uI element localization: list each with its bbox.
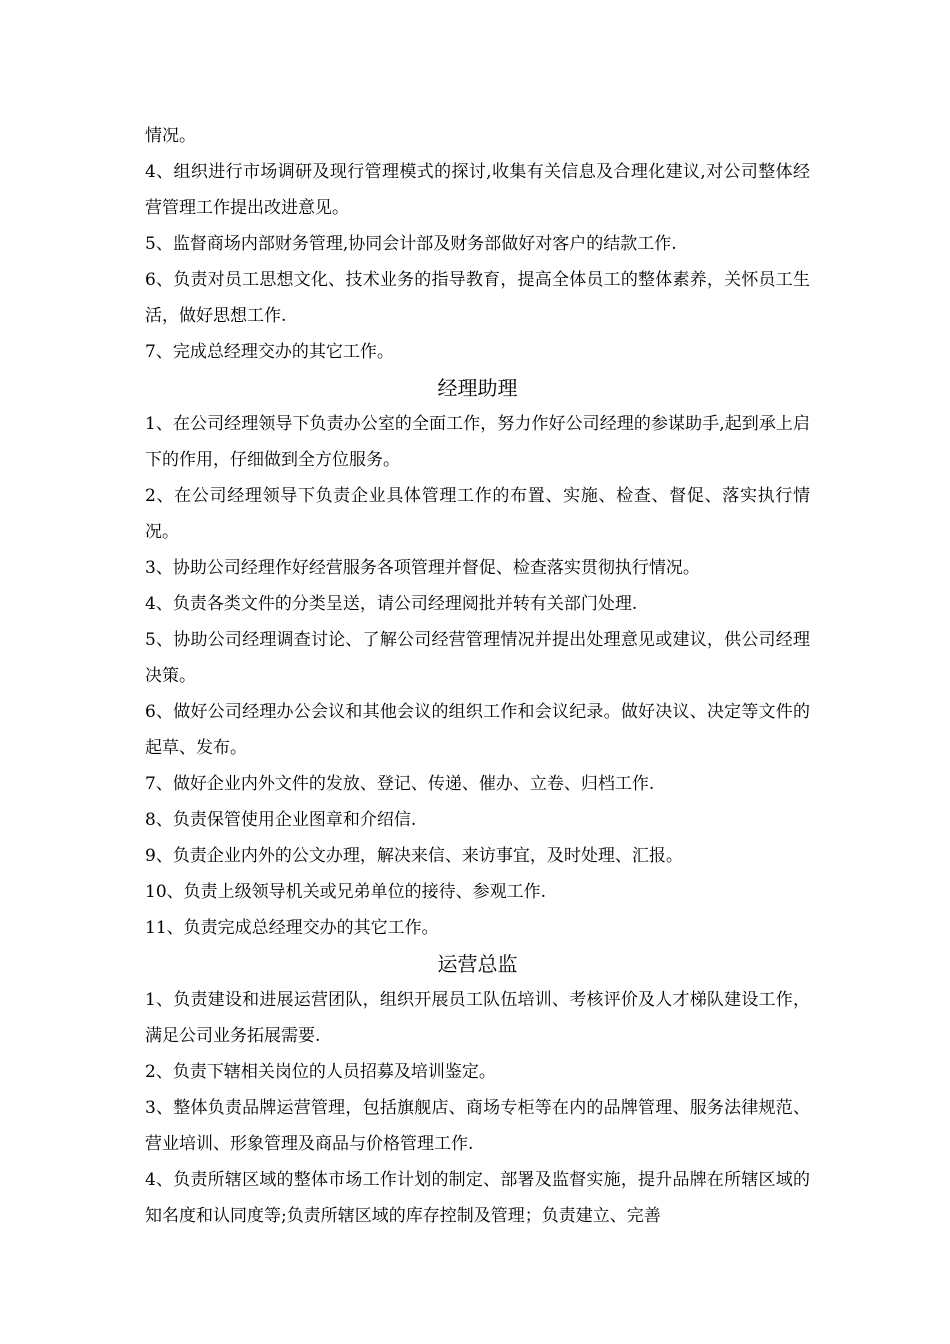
paragraph: 4、组织进行市场调研及现行管理模式的探讨,收集有关信息及合理化建议,对公司整体经营管理工作提出改进意见。 xyxy=(145,162,810,218)
paragraph: 9、负责企业内外的公文办理，解决来信、来访事宜，及时处理、汇报。 xyxy=(145,846,683,866)
paragraph: 3、协助公司经理作好经营服务各项管理并督促、检查落实贯彻执行情况。 xyxy=(145,558,700,578)
paragraph: 4、负责各类文件的分类呈送，请公司经理阅批并转有关部门处理. xyxy=(145,594,638,614)
paragraph: 情况。 xyxy=(145,126,196,146)
paragraph: 2、负责下辖相关岗位的人员招募及培训鉴定。 xyxy=(145,1062,496,1082)
section-heading-operations: 运营总监 xyxy=(437,952,518,976)
paragraph: 7、完成总经理交办的其它工作。 xyxy=(145,342,394,362)
paragraph: 5、协助公司经理调查讨论、了解公司经营管理情况并提出处理意见或建议，供公司经理决策。 xyxy=(145,630,810,686)
paragraph: 4、负责所辖区域的整体市场工作计划的制定、部署及监督实施，提升品牌在所辖区域的知名度和认同度等;负责所辖区域的库存控制及管理；负责建立、完善 xyxy=(145,1170,810,1226)
paragraph: 6、负责对员工思想文化、技术业务的指导教育，提高全体员工的整体素养，关怀员工生活，做好思想工作. xyxy=(145,270,810,326)
paragraph: 10、负责上级领导机关或兄弟单位的接待、参观工作. xyxy=(145,882,547,902)
paragraph: 3、整体负责品牌运营管理，包括旗舰店、商场专柜等在内的品牌管理、服务法律规范、营业培训、形象管理及商品与价格管理工作. xyxy=(145,1098,810,1154)
paragraph: 11、负责完成总经理交办的其它工作。 xyxy=(145,918,439,938)
paragraph: 1、在公司经理领导下负责办公室的全面工作，努力作好公司经理的参谋助手,起到承上启下的作用，仔细做到全方位服务。 xyxy=(145,414,810,470)
paragraph: 2、在公司经理领导下负责企业具体管理工作的布置、实施、检查、督促、落实执行情况。 xyxy=(145,486,810,542)
paragraph: 6、做好公司经理办公会议和其他会议的组织工作和会议纪录。做好决议、决定等文件的起草、发布。 xyxy=(145,702,810,758)
paragraph: 5、监督商场内部财务管理,协同会计部及财务部做好对客户的结款工作. xyxy=(145,234,677,254)
paragraph: 8、负责保管使用企业图章和介绍信. xyxy=(145,810,417,830)
paragraph: 7、做好企业内外文件的发放、登记、传递、催办、立卷、归档工作. xyxy=(145,774,655,794)
section-heading-assistant: 经理助理 xyxy=(437,376,518,400)
document-body xyxy=(145,118,810,1234)
paragraph: 1、负责建设和进展运营团队，组织开展员工队伍培训、考核评价及人才梯队建设工作，满足公司业务拓展需要. xyxy=(145,990,810,1046)
